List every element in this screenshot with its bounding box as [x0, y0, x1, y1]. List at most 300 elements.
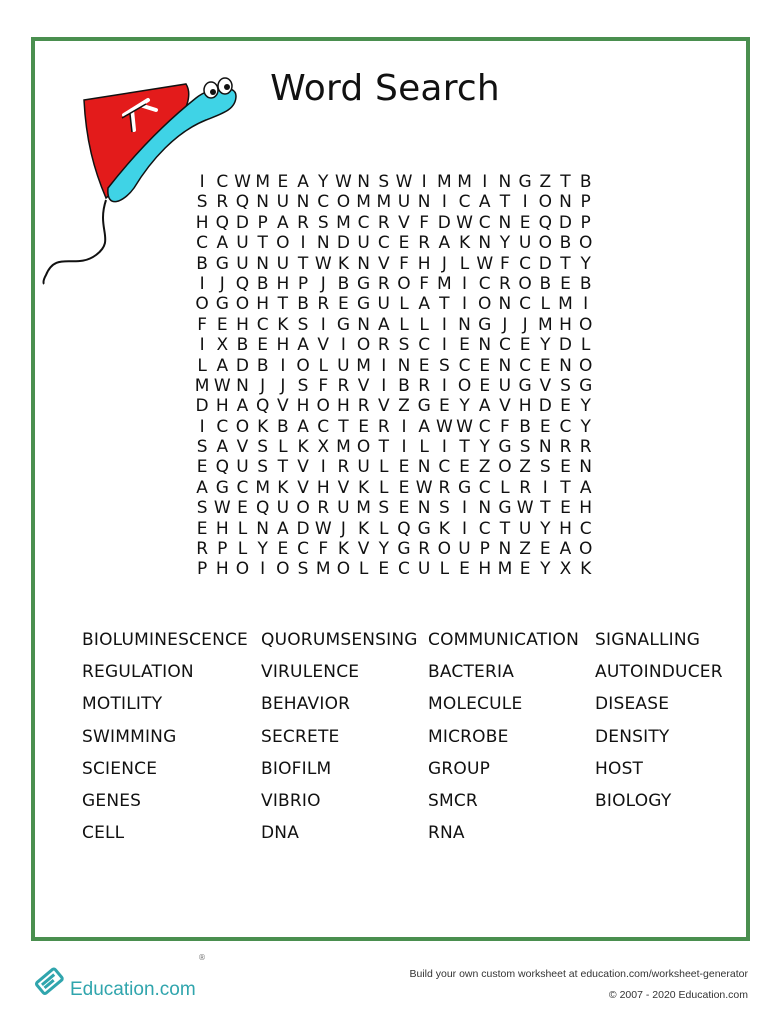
grid-letter: R — [377, 416, 390, 437]
grid-letter: O — [578, 355, 593, 376]
word-bank-item: SMCR — [428, 790, 478, 811]
grid-letter: B — [277, 416, 289, 437]
grid-letter: F — [500, 253, 510, 274]
grid-letter: S — [378, 498, 390, 519]
grid-letter: V — [539, 375, 552, 396]
grid-letter: H — [236, 314, 249, 335]
grid-letter: C — [317, 416, 330, 437]
grid-letter: E — [418, 355, 430, 376]
grid-letter: L — [379, 477, 389, 498]
grid-letter: C — [317, 192, 330, 213]
grid-letter: C — [498, 335, 511, 356]
grid-letter: F — [197, 314, 207, 335]
grid-letter: P — [196, 559, 208, 580]
grid-letter: U — [276, 498, 290, 519]
grid-letter: E — [459, 559, 470, 580]
grid-letter: I — [381, 355, 387, 376]
grid-letter: C — [438, 457, 451, 478]
word-bank-item: MOLECULE — [428, 694, 523, 715]
grid-letter: K — [580, 559, 592, 580]
grid-letter: F — [318, 375, 329, 396]
grid-letter: T — [277, 457, 289, 478]
grid-letter: Y — [479, 437, 490, 458]
grid-letter: G — [215, 294, 229, 315]
grid-letter: E — [539, 355, 551, 376]
grid-letter: N — [417, 457, 431, 478]
grid-letter: O — [578, 539, 593, 560]
grid-letter: U — [417, 559, 431, 580]
grid-letter: E — [479, 375, 491, 396]
grid-letter: V — [499, 396, 511, 417]
grid-letter: I — [199, 273, 205, 294]
grid-letter: U — [236, 457, 249, 478]
grid-letter: Y — [540, 335, 551, 356]
grid-letter: H — [296, 396, 310, 417]
grid-letter: L — [419, 437, 429, 458]
grid-letter: G — [498, 437, 512, 458]
grid-letter: I — [381, 375, 387, 396]
word-bank-item: AUTOINDUCER — [595, 662, 723, 683]
grid-letter: E — [398, 233, 410, 254]
grid-letter: N — [256, 253, 270, 274]
grid-letter: N — [357, 314, 370, 335]
grid-letter: J — [320, 273, 326, 294]
grid-letter: T — [560, 172, 571, 192]
grid-letter: I — [340, 335, 346, 356]
grid-letter: G — [579, 375, 593, 396]
grid-letter: N — [458, 314, 471, 335]
grid-letter: W — [435, 416, 453, 437]
grid-letter: M — [336, 212, 351, 233]
grid-letter: N — [498, 539, 512, 560]
grid-letter: C — [478, 518, 491, 539]
word-bank-item: RNA — [428, 823, 465, 844]
grid-letter: H — [337, 396, 350, 417]
grid-letter: N — [236, 375, 249, 396]
grid-letter: R — [216, 192, 229, 213]
grid-letter: M — [356, 355, 371, 376]
grid-letter: U — [276, 192, 290, 213]
grid-letter: M — [336, 437, 351, 458]
grid-row — [192, 315, 596, 335]
grid-letter: O — [538, 233, 552, 254]
grid-letter: R — [499, 273, 511, 294]
grid-letter: R — [337, 375, 350, 396]
grid-letter: R — [377, 273, 390, 294]
grid-letter: W — [456, 416, 473, 437]
grid-letter: I — [482, 172, 488, 192]
grid-row — [192, 335, 596, 355]
grid-letter: D — [336, 233, 350, 254]
grid-letter: U — [498, 375, 512, 396]
grid-letter: M — [194, 375, 210, 396]
grid-letter: C — [478, 477, 491, 498]
grid-letter: L — [540, 294, 551, 315]
grid-letter: O — [498, 457, 512, 478]
grid-letter: H — [417, 253, 431, 274]
grid-letter: R — [438, 477, 451, 498]
grid-letter: G — [498, 498, 512, 519]
grid-letter: F — [500, 416, 510, 437]
grid-letter: A — [216, 233, 229, 254]
brand-name: Education.com — [70, 979, 196, 1000]
grid-letter: L — [500, 477, 510, 498]
grid-letter: N — [256, 192, 270, 213]
grid-letter: I — [320, 314, 326, 335]
grid-letter: P — [217, 539, 228, 560]
grid-letter: L — [439, 559, 450, 580]
grid-letter: S — [519, 437, 531, 458]
grid-letter: R — [317, 294, 330, 315]
grid-letter: R — [297, 212, 309, 233]
grid-letter: M — [255, 477, 270, 498]
grid-letter: S — [297, 559, 309, 580]
word-bank-item: VIBRIO — [261, 790, 321, 811]
word-bank-item: MICROBE — [428, 726, 509, 747]
grid-letter: V — [297, 477, 309, 498]
grid-letter: T — [540, 498, 551, 519]
grid-letter: N — [579, 457, 593, 478]
grid-letter: K — [438, 518, 450, 539]
grid-letter: F — [419, 212, 430, 233]
grid-letter: M — [437, 172, 452, 192]
grid-letter: H — [276, 273, 290, 294]
grid-letter: E — [216, 314, 228, 335]
grid-letter: U — [518, 233, 532, 254]
grid-letter: H — [215, 396, 229, 417]
grid-letter: G — [397, 539, 411, 560]
grid-letter: Q — [255, 396, 270, 417]
grid-row — [192, 417, 596, 437]
grid-letter: O — [578, 233, 593, 254]
grid-letter: T — [459, 437, 470, 458]
grid-letter: O — [356, 335, 371, 356]
grid-letter: S — [196, 192, 208, 213]
grid-letter: Q — [215, 212, 229, 233]
grid-letter: K — [337, 253, 349, 274]
grid-letter: Z — [478, 457, 491, 478]
grid-letter: H — [579, 498, 593, 519]
grid-letter: B — [297, 294, 309, 315]
grid-letter: D — [296, 518, 310, 539]
grid-letter: K — [337, 539, 349, 560]
grid-letter: V — [297, 457, 309, 478]
grid-letter: R — [418, 539, 431, 560]
grid-letter: C — [216, 416, 229, 437]
grid-letter: S — [539, 457, 551, 478]
grid-letter: P — [297, 273, 309, 294]
grid-letter: S — [297, 375, 309, 396]
grid-letter: U — [236, 233, 249, 254]
grid-letter: O — [276, 233, 290, 254]
grid-letter: U — [458, 539, 471, 560]
grid-row — [192, 437, 596, 457]
grid-letter: N — [478, 233, 492, 254]
grid-letter: C — [478, 212, 491, 233]
grid-row — [192, 539, 596, 559]
grid-letter: T — [439, 294, 450, 315]
grid-letter: Q — [538, 212, 552, 233]
grid-letter: V — [398, 212, 410, 233]
grid-letter: G — [336, 314, 350, 335]
grid-letter: A — [216, 355, 229, 376]
word-bank-item: SIGNALLING — [595, 630, 701, 650]
grid-letter: W — [213, 498, 231, 519]
grid-letter: G — [518, 375, 532, 396]
grid-letter: M — [537, 314, 553, 335]
grid-row — [192, 478, 596, 498]
grid-letter: E — [459, 457, 470, 478]
grid-letter: W — [314, 518, 332, 539]
grid-letter: C — [478, 273, 491, 294]
grid-letter: U — [357, 233, 370, 254]
grid-letter: X — [216, 335, 229, 356]
grid-letter: W — [415, 477, 433, 498]
grid-row — [192, 356, 596, 376]
word-bank-item: BIOFILM — [261, 758, 332, 779]
grid-letter: E — [257, 335, 269, 356]
word-bank — [82, 630, 742, 855]
grid-letter: Y — [459, 396, 470, 417]
grid-letter: I — [462, 518, 468, 539]
grid-letter: K — [458, 233, 471, 254]
word-bank-item: BACTERIA — [428, 662, 515, 683]
word-bank-item: COMMUNICATION — [428, 630, 580, 650]
word-bank-item: VIRULENCE — [261, 662, 360, 683]
grid-letter: O — [296, 355, 310, 376]
grid-letter: C — [519, 355, 532, 376]
grid-letter: O — [235, 559, 250, 580]
grid-letter: E — [398, 477, 410, 498]
grid-letter: I — [280, 355, 286, 376]
grid-letter: B — [539, 273, 552, 294]
word-bank-item: QUORUMSENSING — [261, 630, 418, 650]
grid-letter: R — [579, 437, 592, 458]
grid-letter: N — [478, 498, 492, 519]
grid-row — [192, 498, 596, 518]
grid-letter: W — [314, 253, 332, 274]
word-bank-item: MOTILITY — [82, 694, 163, 715]
grid-letter: E — [560, 498, 571, 519]
grid-letter: V — [317, 335, 330, 356]
grid-letter: I — [462, 294, 468, 315]
grid-letter: A — [196, 477, 208, 498]
grid-letter: L — [358, 559, 369, 580]
grid-letter: V — [337, 477, 350, 498]
grid-letter: D — [235, 212, 250, 233]
grid-letter: S — [196, 498, 208, 519]
grid-letter: L — [278, 437, 288, 458]
grid-row — [192, 213, 596, 233]
grid-letter: A — [236, 396, 249, 417]
word-bank-item: GENES — [82, 790, 142, 811]
grid-letter: B — [519, 416, 531, 437]
grid-letter: K — [277, 477, 289, 498]
grid-letter: O — [518, 273, 532, 294]
grid-letter: M — [315, 559, 331, 580]
grid-row — [192, 376, 596, 396]
grid-row — [192, 274, 596, 294]
grid-letter: I — [441, 335, 447, 356]
grid-letter: B — [256, 273, 269, 294]
grid-letter: O — [276, 559, 290, 580]
grid-letter: J — [280, 375, 286, 396]
registered-mark: ® — [198, 953, 206, 962]
grid-letter: M — [558, 294, 573, 315]
grid-letter: M — [376, 192, 392, 213]
grid-letter: I — [542, 477, 548, 498]
grid-letter: C — [458, 192, 471, 213]
grid-letter: E — [539, 539, 551, 560]
copyright-notice: © 2007 - 2020 Education.com — [608, 989, 748, 1001]
grid-letter: I — [401, 416, 407, 437]
grid-letter: L — [318, 355, 328, 376]
grid-letter: O — [356, 437, 371, 458]
grid-letter: B — [579, 172, 592, 192]
grid-letter: A — [277, 518, 289, 539]
grid-letter: O — [397, 273, 411, 294]
grid-letter: G — [215, 253, 229, 274]
grid-letter: I — [441, 314, 447, 335]
grid-letter: N — [256, 518, 270, 539]
grid-letter: C — [236, 477, 249, 498]
grid-letter: Y — [318, 172, 329, 192]
grid-letter: A — [418, 416, 430, 437]
grid-letter: U — [397, 192, 411, 213]
grid-letter: H — [559, 314, 572, 335]
grid-letter: O — [478, 294, 492, 315]
grid-letter: E — [479, 355, 491, 376]
grid-letter: K — [358, 518, 370, 539]
grid-letter: L — [459, 253, 470, 274]
grid-letter: U — [377, 294, 390, 315]
grid-letter: A — [559, 539, 572, 560]
grid-letter: C — [357, 212, 370, 233]
grid-letter: I — [260, 559, 266, 580]
grid-letter: Y — [540, 559, 551, 580]
grid-letter: S — [560, 375, 571, 396]
grid-letter: I — [522, 192, 528, 213]
grid-letter: C — [196, 233, 209, 254]
grid-letter: C — [216, 172, 229, 192]
grid-row — [192, 519, 596, 539]
grid-letter: U — [276, 253, 290, 274]
grid-letter: G — [518, 172, 532, 192]
grid-letter: P — [580, 192, 591, 213]
grid-letter: W — [335, 172, 352, 192]
word-bank-item: SECRETE — [261, 726, 340, 747]
grid-letter: A — [438, 233, 451, 254]
grid-letter: C — [297, 539, 309, 560]
grid-letter: C — [377, 233, 390, 254]
grid-letter: I — [462, 273, 468, 294]
grid-letter: S — [317, 212, 329, 233]
grid-letter: N — [559, 192, 572, 213]
word-bank-item: BIOLUMINESCENCE — [82, 630, 248, 650]
grid-letter: S — [398, 335, 410, 356]
grid-letter: K — [358, 477, 370, 498]
letter-grid — [192, 172, 596, 580]
grid-letter: N — [296, 192, 310, 213]
grid-letter: A — [297, 172, 309, 192]
grid-letter: I — [441, 437, 447, 458]
grid-letter: W — [516, 498, 534, 519]
grid-letter: Y — [580, 416, 591, 437]
grid-letter: K — [257, 416, 269, 437]
word-bank-item: DNA — [261, 823, 300, 844]
grid-letter: J — [441, 253, 447, 274]
grid-letter: H — [518, 396, 532, 417]
word-bank-item: SWIMMING — [82, 726, 177, 747]
grid-letter: M — [356, 192, 371, 213]
grid-letter: Z — [519, 539, 531, 560]
grid-letter: I — [199, 335, 205, 356]
grid-letter: E — [358, 416, 369, 437]
grid-letter: O — [538, 192, 552, 213]
grid-letter: Q — [235, 192, 250, 213]
word-bank-item: SCIENCE — [82, 758, 158, 779]
grid-letter: E — [560, 273, 571, 294]
grid-letter: E — [519, 212, 531, 233]
grid-letter: R — [559, 437, 572, 458]
grid-letter: O — [437, 539, 452, 560]
grid-row — [192, 233, 596, 253]
grid-letter: H — [195, 212, 209, 233]
grid-letter: N — [478, 335, 492, 356]
grid-letter: M — [255, 172, 270, 192]
grid-letter: B — [256, 355, 269, 376]
grid-letter: R — [337, 457, 350, 478]
grid-letter: E — [560, 396, 571, 417]
grid-letter: S — [297, 314, 309, 335]
grid-letter: I — [300, 233, 306, 254]
grid-letter: J — [522, 314, 528, 335]
grid-letter: T — [499, 192, 511, 213]
grid-letter: W — [395, 172, 413, 192]
grid-letter: E — [338, 294, 349, 315]
grid-letter: N — [498, 172, 512, 192]
grid-letter: K — [277, 314, 289, 335]
grid-letter: U — [337, 355, 350, 376]
grid-letter: E — [398, 498, 410, 519]
grid-letter: T — [378, 437, 389, 458]
grid-letter: B — [579, 273, 592, 294]
grid-letter: T — [560, 477, 571, 498]
grid-letter: H — [256, 294, 270, 315]
grid-letter: W — [213, 375, 231, 396]
grid-letter: O — [296, 498, 310, 519]
grid-letter: I — [401, 437, 407, 458]
grid-letter: E — [519, 335, 531, 356]
grid-letter: X — [317, 437, 330, 458]
grid-letter: M — [356, 498, 371, 519]
grid-letter: N — [538, 437, 552, 458]
grid-letter: R — [357, 396, 370, 417]
grid-letter: V — [236, 437, 249, 458]
grid-letter: J — [260, 375, 266, 396]
grid-letter: G — [215, 477, 229, 498]
grid-letter: U — [236, 253, 249, 274]
grid-letter: W — [456, 212, 473, 233]
grid-letter: C — [398, 559, 410, 580]
grid-letter: C — [519, 294, 532, 315]
grid-letter: T — [560, 253, 571, 274]
grid-letter: R — [418, 233, 431, 254]
grid-letter: G — [417, 396, 431, 417]
grid-letter: N — [417, 498, 431, 519]
grid-row — [192, 192, 596, 212]
grid-letter: Q — [255, 498, 270, 519]
